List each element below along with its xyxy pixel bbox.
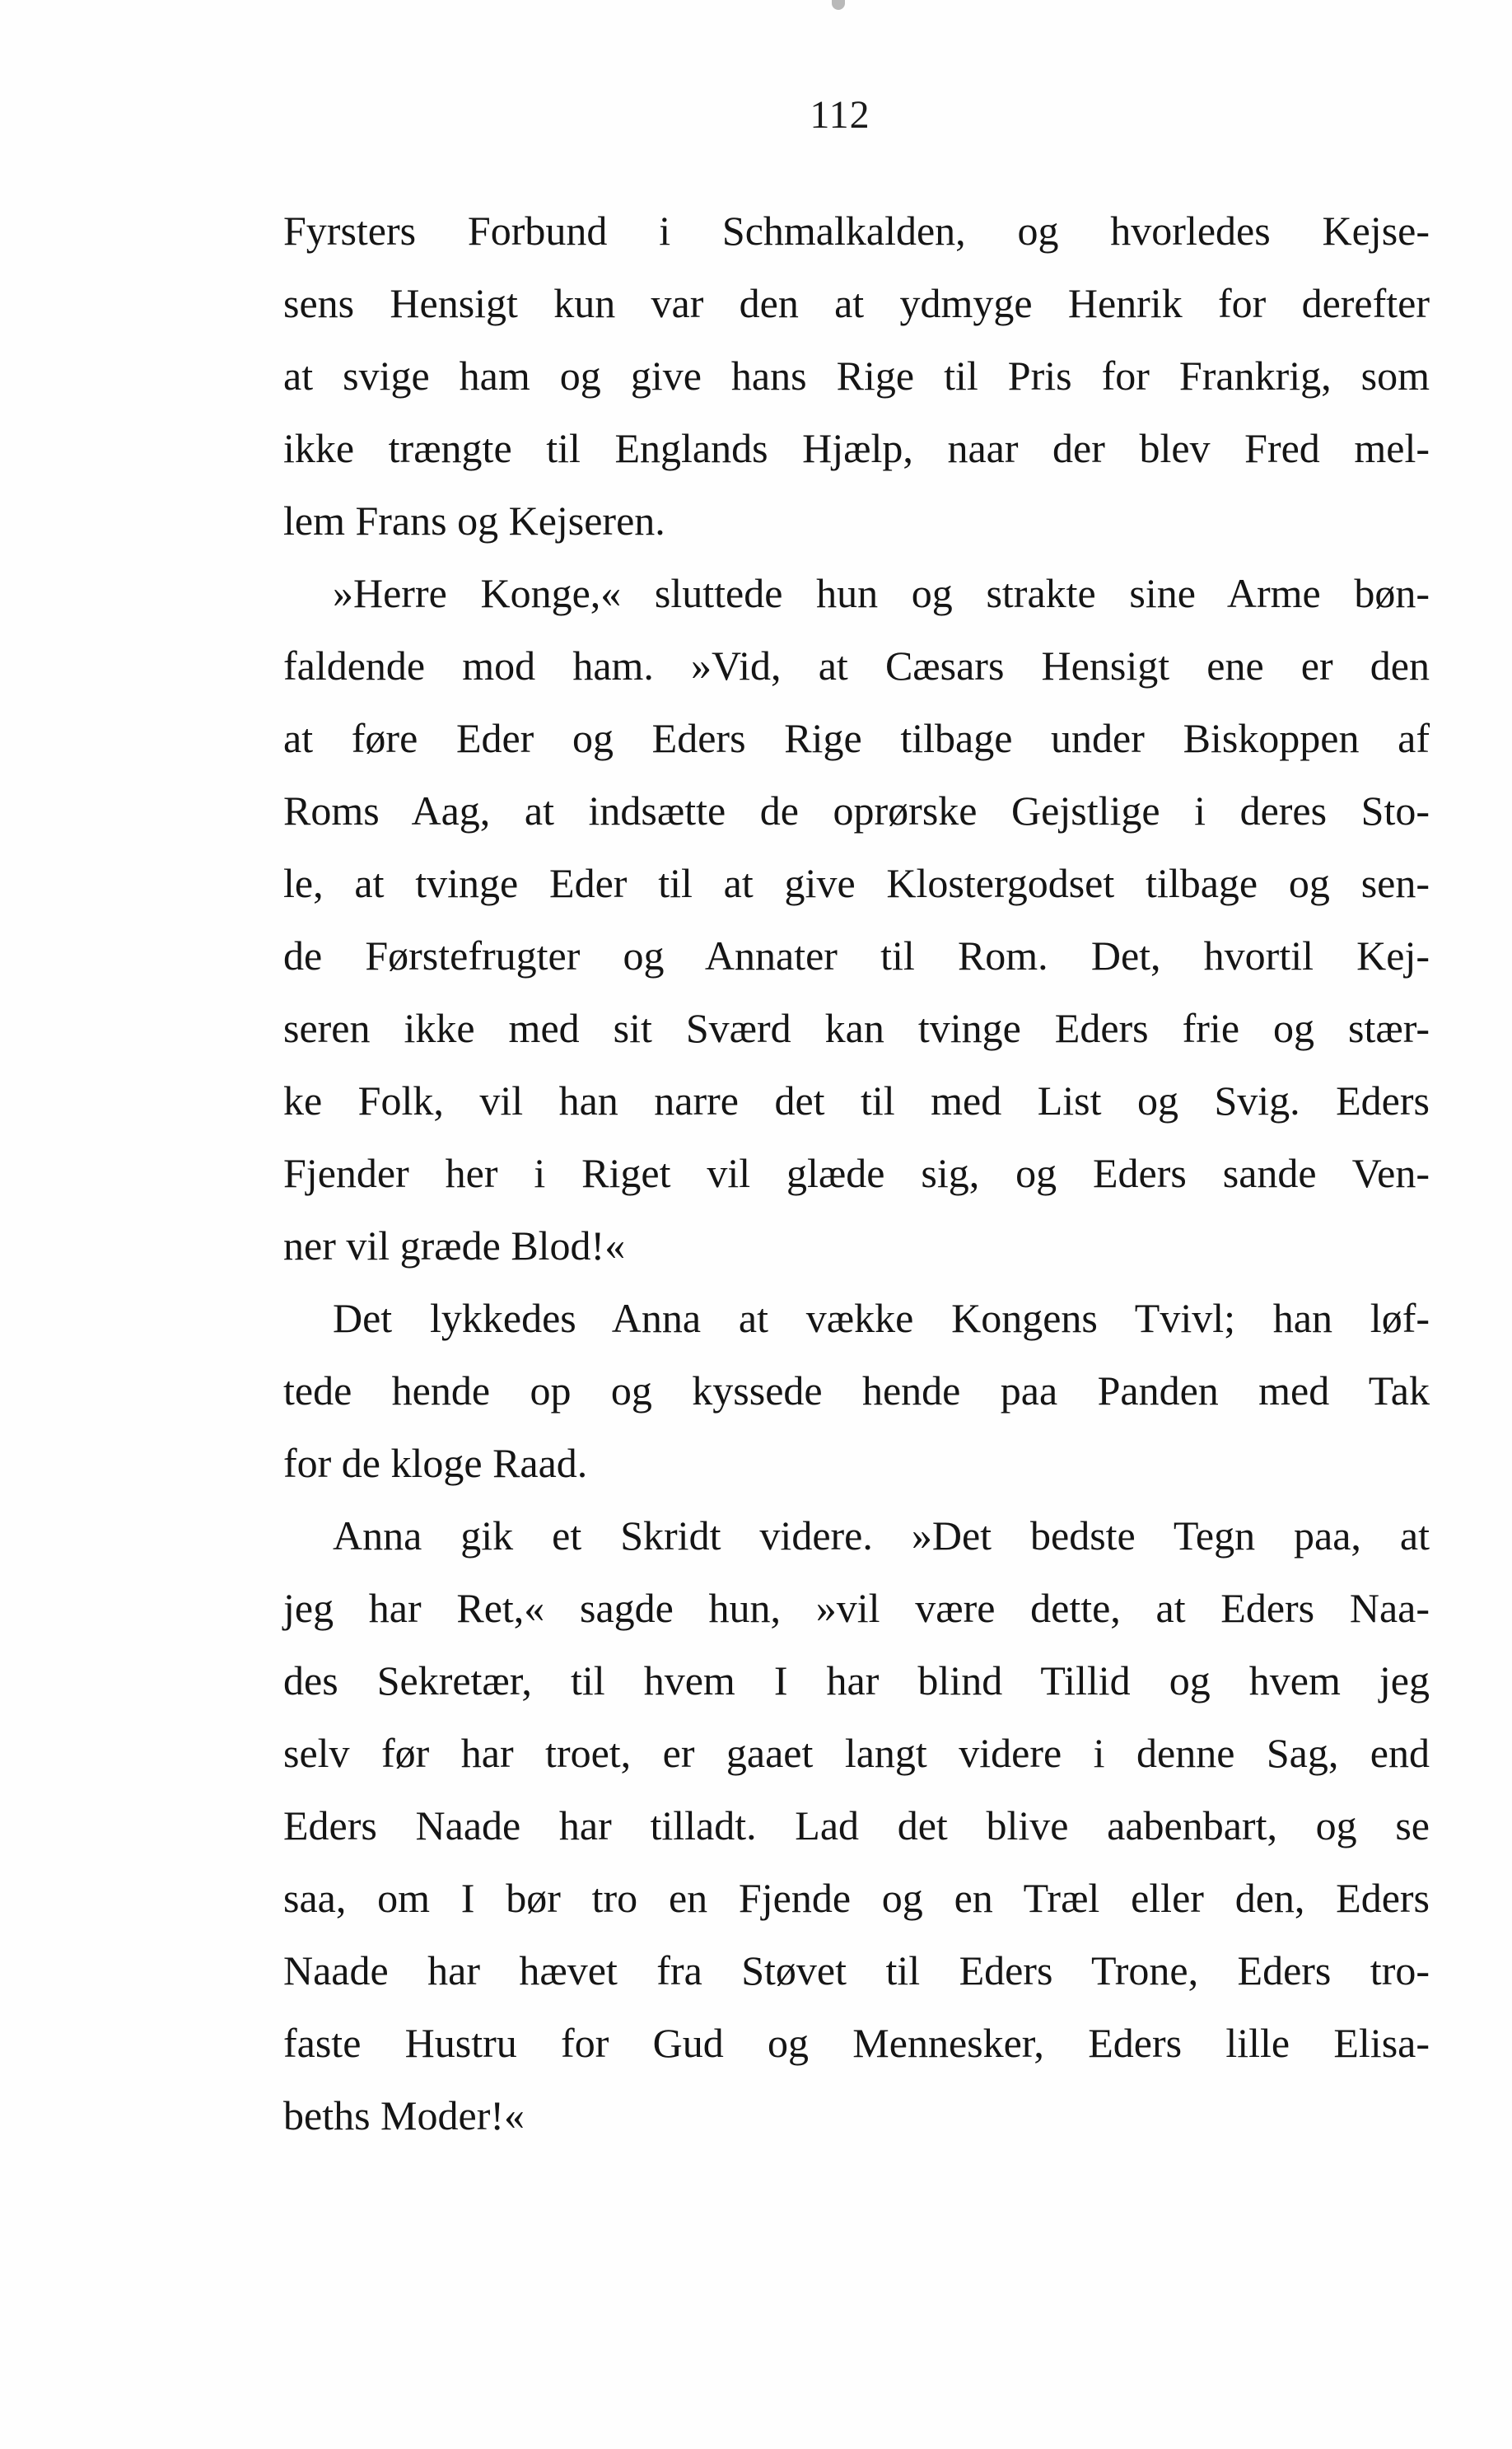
text-line: Fjender her i Riget vil glæde sig, og Eders sande Ven-	[283, 1150, 1430, 1196]
text-line: selv før har troet, er gaaet langt videre i denne Sag, end	[283, 1730, 1430, 1776]
text-line: at føre Eder og Eders Rige tilbage under Biskoppen af	[283, 715, 1430, 761]
text-line: beths Moder!«	[283, 2092, 525, 2138]
text-line: tede hende op og kyssede hende paa Panden med Tak	[283, 1367, 1430, 1414]
text-line: ke Folk, vil han narre det til med List og Svig. Eders	[283, 1077, 1430, 1124]
text-line: at svige ham og give hans Rige til Pris for Frankrig, som	[283, 353, 1430, 399]
text-line: lem Frans og Kejseren.	[283, 498, 665, 544]
text-line: Roms Aag, at indsætte de oprørske Gejstlige i deres Sto-	[283, 788, 1430, 834]
text-line: le, at tvinge Eder til at give Klostergodset tilbage og sen-	[283, 860, 1430, 906]
text-line: ikke trængte til Englands Hjælp, naar der blev Fred mel-	[283, 425, 1430, 471]
text-line: for de kloge Raad.	[283, 1440, 588, 1486]
text-line: Eders Naade har tilladt. Lad det blive aabenbart, og se	[283, 1802, 1430, 1848]
body-text	[283, 194, 1430, 2152]
text-line: Anna gik et Skridt videre. »Det bedste Tegn paa, at	[333, 1512, 1430, 1559]
text-line: des Sekretær, til hvem I har blind Tillid og hvem jeg	[283, 1657, 1430, 1704]
binding-mark	[832, 0, 845, 10]
text-line: seren ikke med sit Sværd kan tvinge Eders frie og stær-	[283, 1005, 1430, 1051]
text-line: de Førstefrugter og Annater til Rom. Det, hvortil Kej-	[283, 932, 1430, 979]
text-line: Fyrsters Forbund i Schmalkalden, og hvorledes Kejse-	[283, 208, 1430, 254]
text-line: Naade har hævet fra Støvet til Eders Trone, Eders tro-	[283, 1947, 1430, 1993]
text-line: ner vil græde Blod!«	[283, 1222, 626, 1269]
text-line: sens Hensigt kun var den at ydmyge Henrik for derefter	[283, 280, 1430, 326]
text-line: saa, om I bør tro en Fjende og en Træl eller den, Eders	[283, 1875, 1430, 1921]
page-number: 112	[810, 93, 870, 137]
text-line: faldende mod ham. »Vid, at Cæsars Hensigt ene er den	[283, 643, 1430, 689]
text-line: faste Hustru for Gud og Mennesker, Eders lille Elisa-	[283, 2020, 1430, 2066]
text-line: jeg har Ret,« sagde hun, »vil være dette, at Eders Naa-	[283, 1585, 1430, 1631]
text-line: »Herre Konge,« sluttede hun og strakte sine Arme bøn-	[333, 570, 1430, 616]
text-line: Det lykkedes Anna at vække Kongens Tvivl; han løf-	[333, 1295, 1430, 1341]
